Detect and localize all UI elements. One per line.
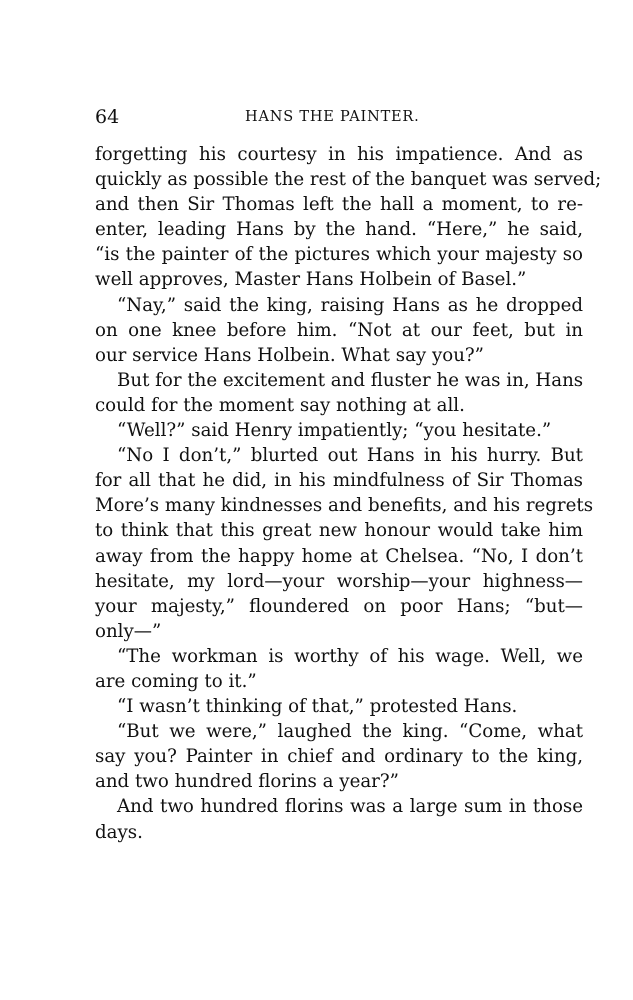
paragraph bbox=[95, 443, 594, 644]
text-line: “Nay,” said the king, raising Hans as he dropped bbox=[117, 294, 583, 316]
paragraph bbox=[95, 694, 583, 719]
text-line: But for the excitement and fluster he was in, Hans bbox=[117, 369, 584, 391]
text-line: days. bbox=[95, 821, 143, 843]
book-page bbox=[95, 100, 602, 845]
text-line: could for the moment say nothing at all. bbox=[95, 394, 465, 416]
paragraph bbox=[95, 719, 583, 794]
text-line: quickly as possible the rest of the banquet was served; bbox=[95, 169, 602, 191]
paragraph bbox=[95, 293, 583, 368]
text-line: “Well?” said Henry impatiently; “you hesitate.” bbox=[117, 420, 552, 442]
text-line: “No I don’t,” blurted out Hans in his hurry. But bbox=[117, 445, 583, 467]
text-line: “is the painter of the pictures which your majesty so bbox=[95, 244, 583, 266]
text-line: More’s many kindnesses and benefits, and his regrets bbox=[95, 495, 594, 517]
text-line: away from the happy home at Chelsea. “No, I don’t bbox=[95, 545, 583, 567]
paragraph bbox=[95, 368, 583, 418]
text-line: enter, leading Hans by the hand. “Here,” he said, bbox=[95, 219, 583, 241]
text-line: “The workman is worthy of his wage. Well, we bbox=[117, 645, 583, 667]
text-line: are coming to it.” bbox=[95, 670, 257, 692]
running-head bbox=[95, 100, 583, 134]
text-line: say you? Painter in chief and ordinary to the king, bbox=[95, 746, 583, 768]
paragraph bbox=[95, 794, 583, 844]
text-line: for all that he did, in his mindfulness of Sir Thomas bbox=[95, 470, 583, 492]
text-line: hesitate, my lord—your worship—your highness— bbox=[95, 570, 583, 592]
paragraph bbox=[95, 644, 583, 694]
text-line: to think that this great new honour would take him bbox=[95, 520, 583, 542]
text-line: well approves, Master Hans Holbein of Basel.” bbox=[95, 269, 527, 291]
paragraph bbox=[95, 142, 602, 293]
page-number: 64 bbox=[95, 106, 120, 128]
text-line: and two hundred florins a year?” bbox=[95, 771, 399, 793]
text-line: And two hundred florins was a large sum in those bbox=[117, 796, 583, 818]
text-line: and then Sir Thomas left the hall a moment, to re- bbox=[95, 194, 583, 216]
body-text bbox=[95, 142, 602, 845]
running-title: HANS THE PAINTER. bbox=[245, 109, 420, 125]
paragraph bbox=[95, 418, 583, 443]
text-line: your majesty,” floundered on poor Hans; “but— bbox=[95, 595, 583, 617]
text-line: forgetting his courtesy in his impatience. And as bbox=[95, 144, 583, 165]
text-line: only—” bbox=[95, 620, 162, 642]
text-line: “But we were,” laughed the king. “Come, what bbox=[117, 721, 583, 743]
text-line: on one knee before him. “Not at our feet, but in bbox=[95, 319, 583, 341]
text-line: our service Hans Holbein. What say you?” bbox=[95, 344, 484, 366]
text-line: “I wasn’t thinking of that,” protested Hans. bbox=[117, 696, 518, 718]
